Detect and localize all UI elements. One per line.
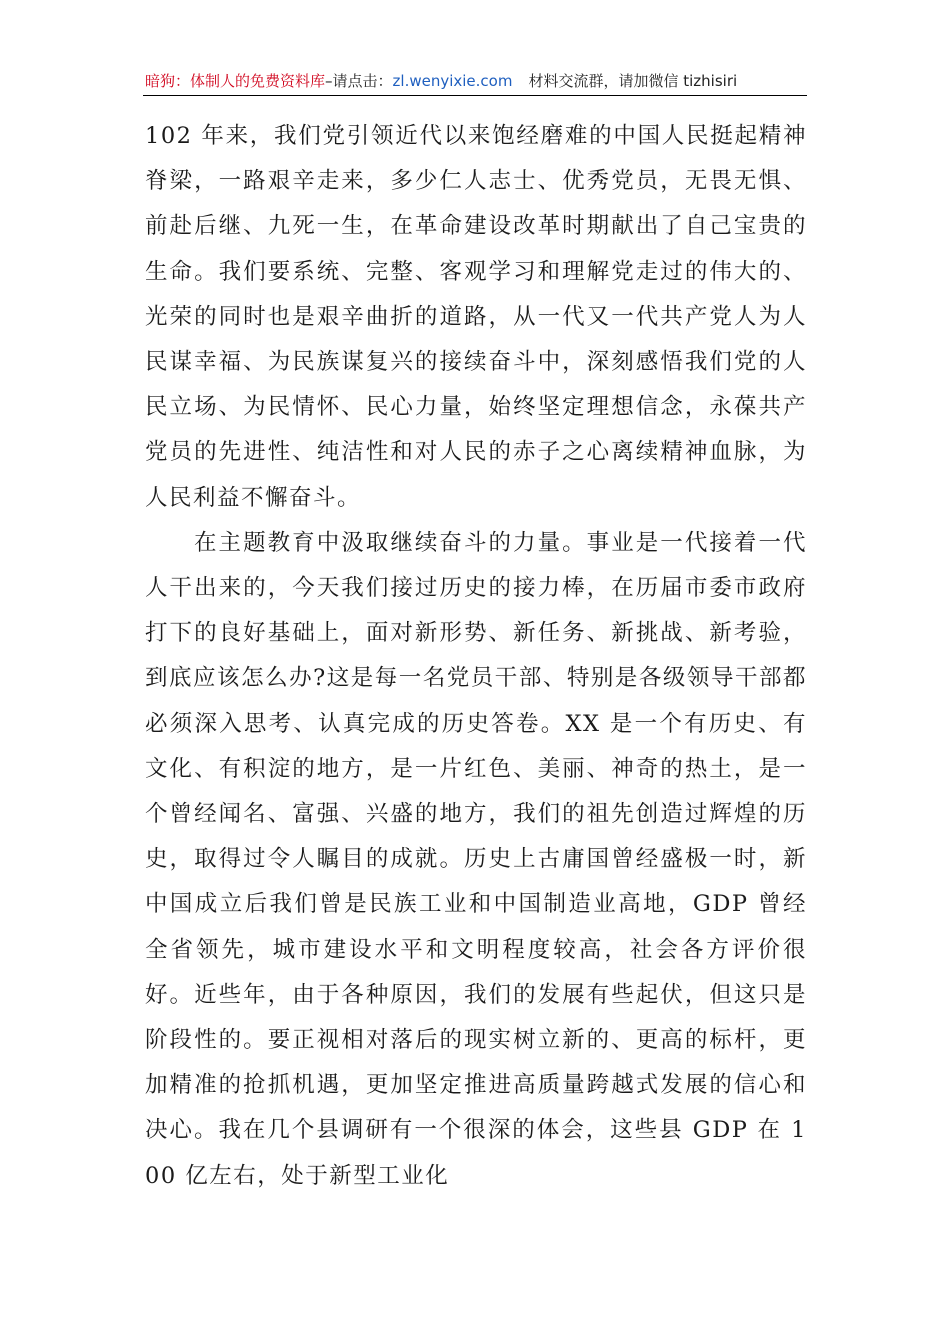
- header-brand: 暗狗：体制人的免费资料库: [145, 72, 326, 90]
- header-contact: 材料交流群，请加微信 tizhisiri: [528, 72, 738, 90]
- page-header: [145, 68, 805, 94]
- paragraph-1: 102 年来，我们党引领近代以来饱经磨难的中国人民挺起精神脊梁，一路艰辛走来，多少仁人志士、优秀党员，无畏无惧、前赴后继、九死一生，在革命建设改革时期献出了自己宝贵的生命。我们要系统、完整、客观学习和理解党走过的伟大的、光荣的同时也是艰辛曲折的道路，从一代又一代共产党人为人民谋幸福、为民族谋复兴的接续奋斗中，深刻感悟我们党的人民立场、为民情怀、民心力量，始终坚定理想信念，永葆共产党员的先进性、纯洁性和对人民的赤子之心离续精神血脉，为人民利益不懈奋斗。: [145, 123, 807, 511]
- paragraph-2: 在主题教育中汲取继续奋斗的力量。事业是一代接着一代人干出来的，今天我们接过历史的接力棒，在历届市委市政府打下的良好基础上，面对新形势、新任务、新挑战、新考验，到底应该怎么办?这是每一名党员干部、特别是各级领导干部都必须深入思考、认真完成的历史答卷。XX 是一个有历史、有文化、有积淀的地方，是一片红色、美丽、神奇的热土，是一个曾经闻名、富强、兴盛的地方，我们的祖先创造过辉煌的历史，取得过令人瞩目的成就。历史上古庸国曾经盛极一时，新中国成立后我们曾是民族工业和中国制造业高地，GDP 曾经全省领先，城市建设水平和文明程度较高，社会各方评价很好。近些年，由于各种原因，我们的发展有些起伏，但这只是阶段性的。要正视相对落后的现实树立新的、更高的标杆，更加精准的抢抓机遇，更加坚定推进高质量跨越式发展的信心和决心。我在几个县调研有一个很深的体会，这些县 GDP 在 100 亿左右，处于新型工业化: [145, 529, 807, 1189]
- header-divider: [143, 95, 807, 96]
- header-link[interactable]: zl.wenyixie.com: [392, 72, 513, 90]
- document-body: [145, 114, 807, 1199]
- header-link-prefix: –请点击：: [325, 72, 393, 90]
